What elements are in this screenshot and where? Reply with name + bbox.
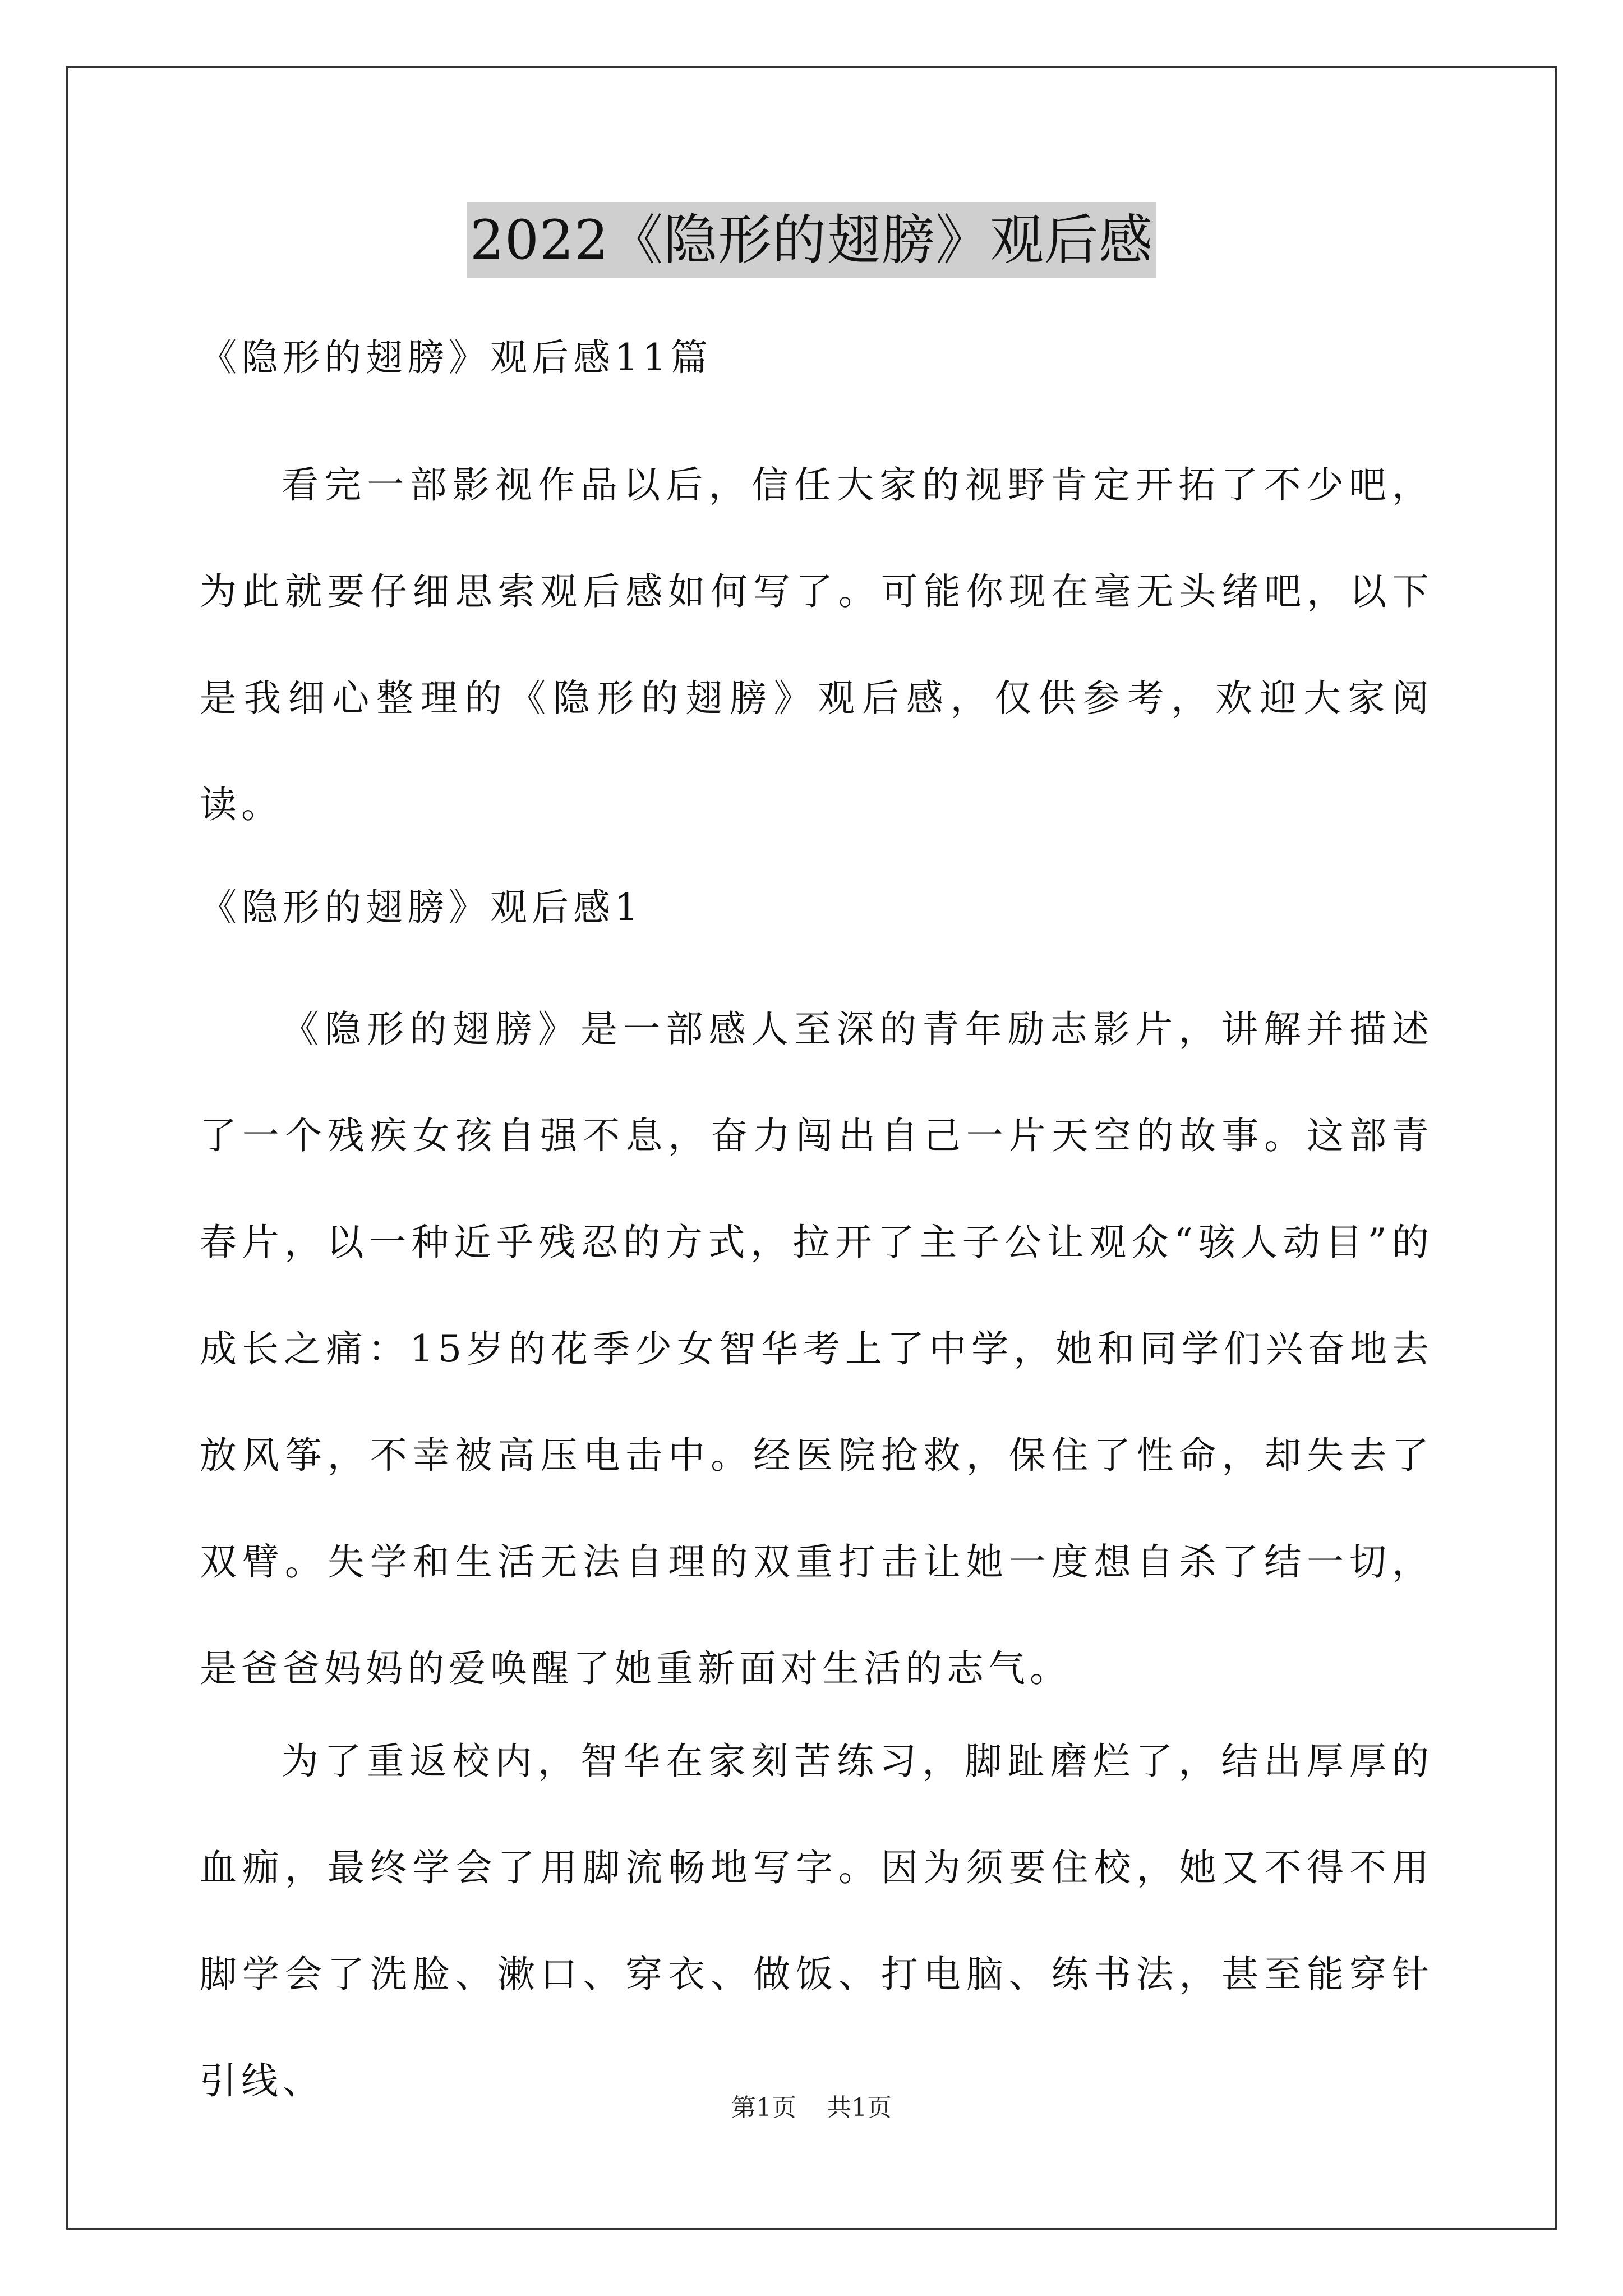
body-paragraph-1: 《隐形的翅膀》是一部感人至深的青年励志影片，讲解并描述了一个残疾女孩自强不息，奋力闯出自己一片天空的故事。这部青春片，以一种近乎残忍的方式，拉开了主子公让观众“骇人动目”的成长之痛：15岁的花季少女智华考上了中学，她和同学们兴奋地去放风筝，不幸被高压电击中。经医院抢救，保住了性命，却失去了双臂。失学和生活无法自理的双重打击让她一度想自杀了结一切，是爸爸妈妈的爱唤醒了她重新面对生活的志气。: [200, 1007, 1433, 1690]
collection-heading: 《隐形的翅膀》观后感11篇: [200, 336, 712, 379]
document-title: 2022《隐形的翅膀》观后感: [467, 202, 1156, 278]
page-number: 第1页: [731, 2093, 796, 2122]
section-heading: 《隐形的翅膀》观后感1: [200, 886, 643, 929]
page-footer: [0, 2091, 1623, 2125]
title-container: [0, 202, 1623, 278]
page-total: 共1页: [827, 2093, 892, 2122]
intro-paragraph: 看完一部影视作品以后，信任大家的视野肯定开拓了不少吧，为此就要仔细思索观后感如何写了。可能你现在毫无头绪吧，以下是我细心整理的《隐形的翅膀》观后感，仅供参考，欢迎大家阅读。: [200, 463, 1433, 826]
body-paragraph-2: 为了重返校内，智华在家刻苦练习，脚趾磨烂了，结出厚厚的血痂，最终学会了用脚流畅地写字。因为须要住校，她又不得不用脚学会了洗脸、漱口、穿衣、做饭、打电脑、练书法，甚至能穿针引线、: [200, 1740, 1433, 2102]
